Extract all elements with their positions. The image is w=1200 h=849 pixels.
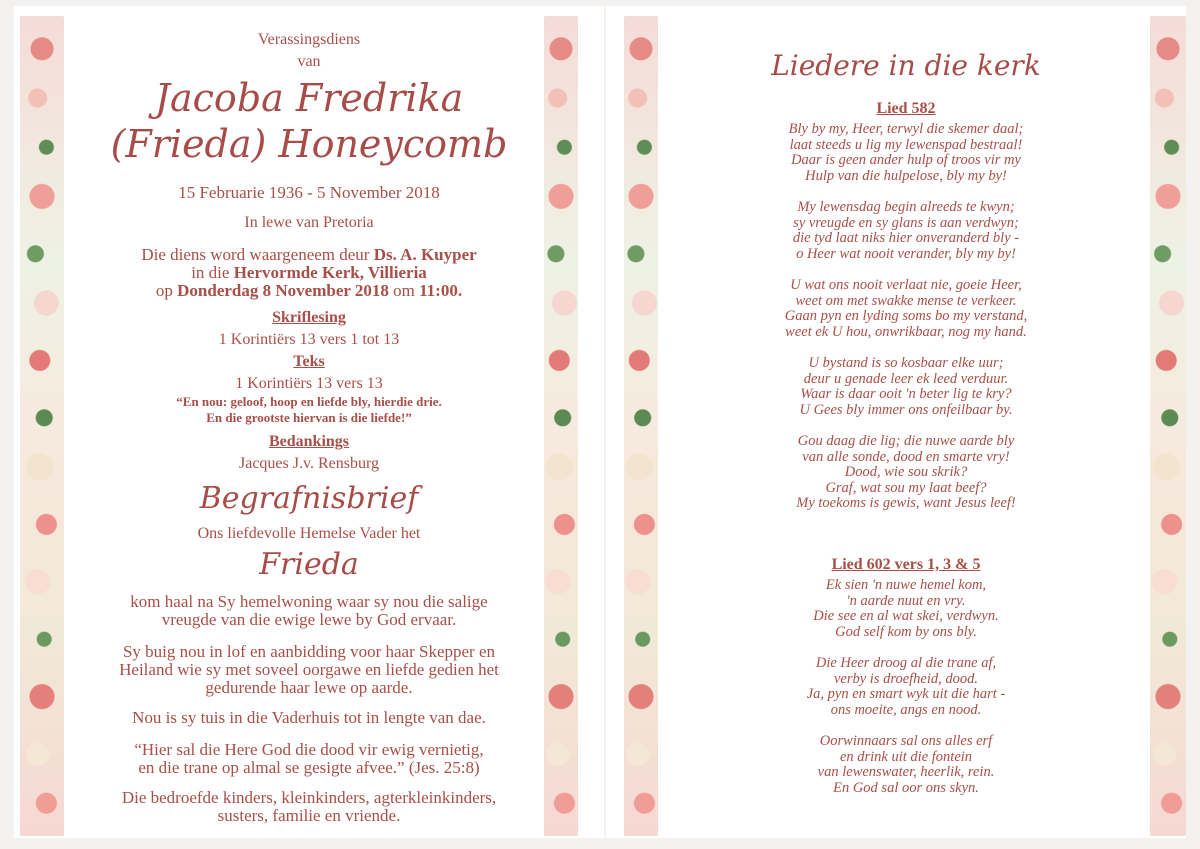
song2-line: Die see en al wat skei, verdwyn. (813, 608, 999, 624)
song2-line: van lewenswater, heerlik, rein. (817, 764, 995, 780)
song1-line: weet om met swakke mense te verkeer. (795, 292, 1017, 309)
song2-heading: Lied 602 vers 1, 3 & 5 (831, 556, 981, 573)
song1-line: laat steeds u lig my lewenspad bestraal! (789, 136, 1023, 153)
letter-paragraph-2 (74, 643, 544, 697)
song1-line: Gaan pyn en lyding soms bo my verstand, (784, 308, 1028, 324)
bedankings-heading: Bedankings (268, 433, 350, 450)
song2-line: en drink uit die fontein (839, 748, 973, 765)
song1-line: My lewensdag begin alreeds te kwyn; (797, 199, 1015, 215)
service-line3-text: op (155, 281, 178, 300)
service-title-van: van (297, 53, 321, 70)
song2-line: Oorwinnaars sal ons alles erf (819, 733, 993, 749)
left-flower-border-image (20, 16, 64, 836)
teks-quote-line1: “En nou: geloof, hoop en liefde bly, hierdie drie. (176, 394, 442, 409)
song1-line: Daar is geen ander hulp of troos vir my (791, 152, 1021, 168)
song1-stanza (686, 356, 1126, 418)
song2-line: Ja, pyn en smart wyk uit die hart - (806, 686, 1006, 702)
song2-lyrics (686, 578, 1126, 812)
service-title: Verassingsdiens (257, 31, 361, 48)
service-date: Donderdag 8 November 2018 (177, 281, 389, 300)
letter-p1-line2: vreugde van die ewige lewe by God ervaar. (161, 610, 457, 629)
right-content (686, 6, 1126, 836)
song1-line: sy vreugde en sy glans is aan verdwyn; (793, 214, 1019, 231)
letter-p1-line1: kom haal na Sy hemelwoning waar sy nou die salige (130, 592, 488, 611)
letter-p2-line3: gedurende haar lewe op aarde. (205, 678, 413, 697)
song2-line: God self kom by ons bly. (835, 623, 977, 640)
skriflesing-text: 1 Korintiërs 13 vers 1 tot 13 (218, 331, 400, 348)
service-line3-mid: om (388, 281, 420, 300)
letter-p4-line2: en die trane op almal se gesigte afvee.” (Jes. 25:8) (138, 758, 480, 777)
song2-line: ons moeite, angs en nood. (830, 701, 982, 718)
song1-lyrics (686, 122, 1126, 528)
song1-stanza (686, 200, 1126, 262)
song1-line: Bly by my, Heer, terwyl die skemer daal; (788, 121, 1024, 137)
right-page (606, 6, 1186, 838)
letter-paragraph-5 (74, 789, 544, 825)
letter-p5-line2: susters, familie en vriende. (217, 806, 401, 825)
service-line2-text: in die (191, 263, 234, 282)
song1-line: My toekoms is gewis, want Jesus leef! (796, 495, 1016, 511)
letter-name: Frieda (259, 547, 359, 582)
life-dates: 15 Februarie 1936 - 5 November 2018 (178, 183, 440, 202)
residence: In lewe van Pretoria (244, 214, 374, 231)
song2-line: 'n aarde nuut en vry. (846, 592, 966, 609)
service-line1-text: Die diens word waargeneem deur (141, 245, 374, 264)
song2-stanza (686, 734, 1126, 796)
song1-line: Waar is daar ooit 'n beter lig te kry? (800, 386, 1012, 402)
deceased-name-line1: Jacoba Fredrika (154, 76, 464, 120)
song2-line: Ek sien 'n nuwe hemel kom, (825, 577, 987, 593)
teks-quote-line2: En die grootste hiervan is die liefde!” (206, 410, 412, 425)
teks-quote (74, 394, 544, 426)
song1-stanza (686, 278, 1126, 340)
letter-p2-line1: Sy buig nou in lof en aanbidding voor haar Skepper en (122, 642, 496, 661)
song1-line: van alle sonde, dood en smarte vry! (802, 448, 1010, 465)
church-name: Hervormde Kerk, Villieria (233, 263, 427, 282)
song1-line: deur u genade leer ek leed verduur. (803, 370, 1009, 387)
song1-line: die tyd laat niks hier onveranderd bly - (792, 230, 1020, 246)
deceased-name-line2: (Frieda) Honeycomb (110, 122, 508, 166)
service-details (74, 246, 544, 300)
letter-intro: Ons liefdevolle Hemelse Vader het (197, 525, 421, 542)
song2-stanza (686, 656, 1126, 718)
song1-heading: Lied 582 (876, 100, 936, 117)
right-flower-border-image (1150, 16, 1186, 836)
letter-p2-line2: Heiland wie sy met soveel oorgawe en liefde gedien het (119, 660, 499, 679)
song1-line: U wat ons nooit verlaat nie, goeie Heer, (790, 277, 1022, 293)
left-page (14, 6, 604, 838)
song1-stanza (686, 122, 1126, 184)
song1-line: U Gees bly immer ons onfeilbaar by. (799, 401, 1013, 418)
song2-line: verby is droefheid, dood. (833, 670, 979, 687)
letter-paragraph-3: Nou is sy tuis in die Vaderhuis tot in lengte van dae. (132, 708, 486, 727)
song2-line: Die Heer droog al die trane af, (815, 655, 997, 671)
letter-p5-line1: Die bedroefde kinders, kleinkinders, agterkleinkinders, (121, 788, 497, 807)
bedankings-text: Jacques J.v. Rensburg (239, 455, 379, 472)
song1-line: U bystand is so kosbaar elke uur; (808, 355, 1004, 371)
letter-paragraph-1 (74, 593, 544, 629)
songs-title: Liedere in die kerk (771, 49, 1041, 82)
right-inner-flower-border-image (624, 16, 658, 836)
left-inner-flower-border-image (544, 16, 578, 836)
minister-name: Ds. A. Kuyper (373, 245, 477, 264)
song1-line: Hulp van die hulpelose, bly my by! (805, 167, 1007, 184)
letter-paragraph-4 (74, 741, 544, 777)
song1-stanza (686, 434, 1126, 512)
song1-line: Graf, wat sou my laat beef? (825, 479, 987, 496)
left-content (74, 6, 544, 836)
letter-p4-line1: “Hier sal die Here God die dood vir ewig vernietig, (134, 740, 484, 759)
song1-line: weet ek U hou, onwrikbaar, nog my hand. (785, 323, 1027, 340)
song1-line: Gou daag die lig; die nuwe aarde bly (797, 433, 1015, 449)
skriflesing-heading: Skriflesing (272, 309, 346, 326)
teks-heading: Teks (293, 353, 325, 370)
teks-text: 1 Korintiërs 13 vers 13 (235, 375, 383, 392)
service-time: 11:00. (419, 281, 463, 300)
song1-line: o Heer wat nooit verander, bly my by! (796, 245, 1016, 262)
begrafnisbrief-title: Begrafnisbrief (199, 481, 419, 516)
song2-line: En God sal oor ons skyn. (833, 779, 979, 796)
song1-line: Dood, wie sou skrik? (844, 464, 968, 480)
song2-stanza (686, 578, 1126, 640)
